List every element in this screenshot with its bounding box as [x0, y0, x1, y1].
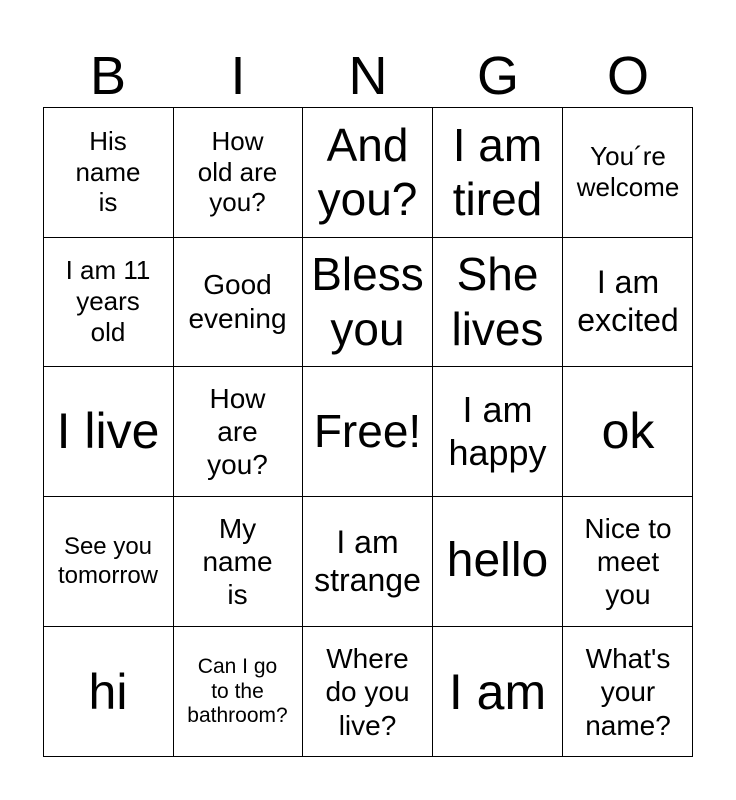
header-letter-g: G	[476, 46, 519, 106]
header-letter-o: O	[606, 46, 649, 106]
bingo-board	[43, 107, 693, 757]
bingo-square[interactable]	[433, 497, 563, 627]
bingo-square[interactable]	[173, 107, 303, 238]
bingo-square[interactable]	[303, 627, 433, 757]
bingo-square[interactable]	[43, 497, 174, 627]
bingo-square-text: hi	[88, 663, 128, 720]
bingo-square-text: Nice to meet you	[584, 512, 672, 611]
bingo-square[interactable]	[433, 107, 563, 238]
bingo-square[interactable]	[433, 237, 563, 367]
bingo-square[interactable]	[563, 497, 693, 627]
bingo-square-text: His name is	[75, 125, 141, 218]
header-letter-i: I	[230, 46, 246, 106]
bingo-square-text: I live	[56, 403, 160, 459]
bingo-square-text: See you tomorrow	[57, 533, 159, 589]
bingo-square-text: I am	[448, 663, 547, 720]
bingo-square-text: ok	[601, 403, 655, 459]
bingo-square[interactable]	[563, 367, 693, 497]
bingo-square[interactable]	[433, 627, 563, 757]
bingo-square[interactable]	[43, 237, 174, 367]
bingo-square[interactable]	[563, 107, 693, 238]
bingo-square[interactable]	[43, 107, 174, 238]
bingo-square[interactable]	[173, 497, 303, 627]
bingo-square-text: How old are you?	[197, 125, 278, 218]
bingo-square-text: I am tired	[452, 118, 543, 225]
bingo-square[interactable]	[303, 367, 433, 497]
bingo-square-text: Where do you live?	[325, 643, 410, 741]
bingo-square-text: hello	[446, 534, 549, 588]
bingo-square[interactable]	[303, 497, 433, 627]
bingo-square-text: I am 11 years old	[65, 255, 151, 347]
bingo-square-text: You´re welcome	[576, 141, 680, 202]
bingo-square-text: And you?	[317, 118, 418, 225]
bingo-square-text: I am excited	[577, 263, 679, 338]
bingo-square-text: I am happy	[448, 389, 547, 473]
bingo-square-text: I am strange	[314, 523, 421, 598]
bingo-square[interactable]	[173, 367, 303, 497]
bingo-square-text: She lives	[451, 248, 544, 355]
bingo-square-text: Can I go to the bathroom?	[187, 654, 288, 728]
bingo-square[interactable]	[563, 237, 693, 367]
bingo-square-text: Free!	[313, 405, 422, 458]
bingo-square-text: What's your name?	[585, 643, 671, 741]
bingo-square[interactable]	[563, 627, 693, 757]
header-letter-n: N	[348, 46, 388, 106]
bingo-square[interactable]	[173, 237, 303, 367]
bingo-square-text: Bless you	[311, 248, 424, 355]
bingo-square-text: My name is	[202, 512, 273, 611]
bingo-square[interactable]	[303, 107, 433, 238]
header-letter-b: B	[89, 46, 127, 106]
bingo-square[interactable]	[303, 237, 433, 367]
bingo-square[interactable]	[43, 627, 174, 757]
bingo-square[interactable]	[173, 627, 303, 757]
bingo-square-text: Good evening	[188, 269, 287, 334]
bingo-square-text: How are you?	[207, 382, 268, 481]
bingo-header	[43, 44, 693, 108]
bingo-square[interactable]	[433, 367, 563, 497]
bingo-square[interactable]	[43, 367, 174, 497]
